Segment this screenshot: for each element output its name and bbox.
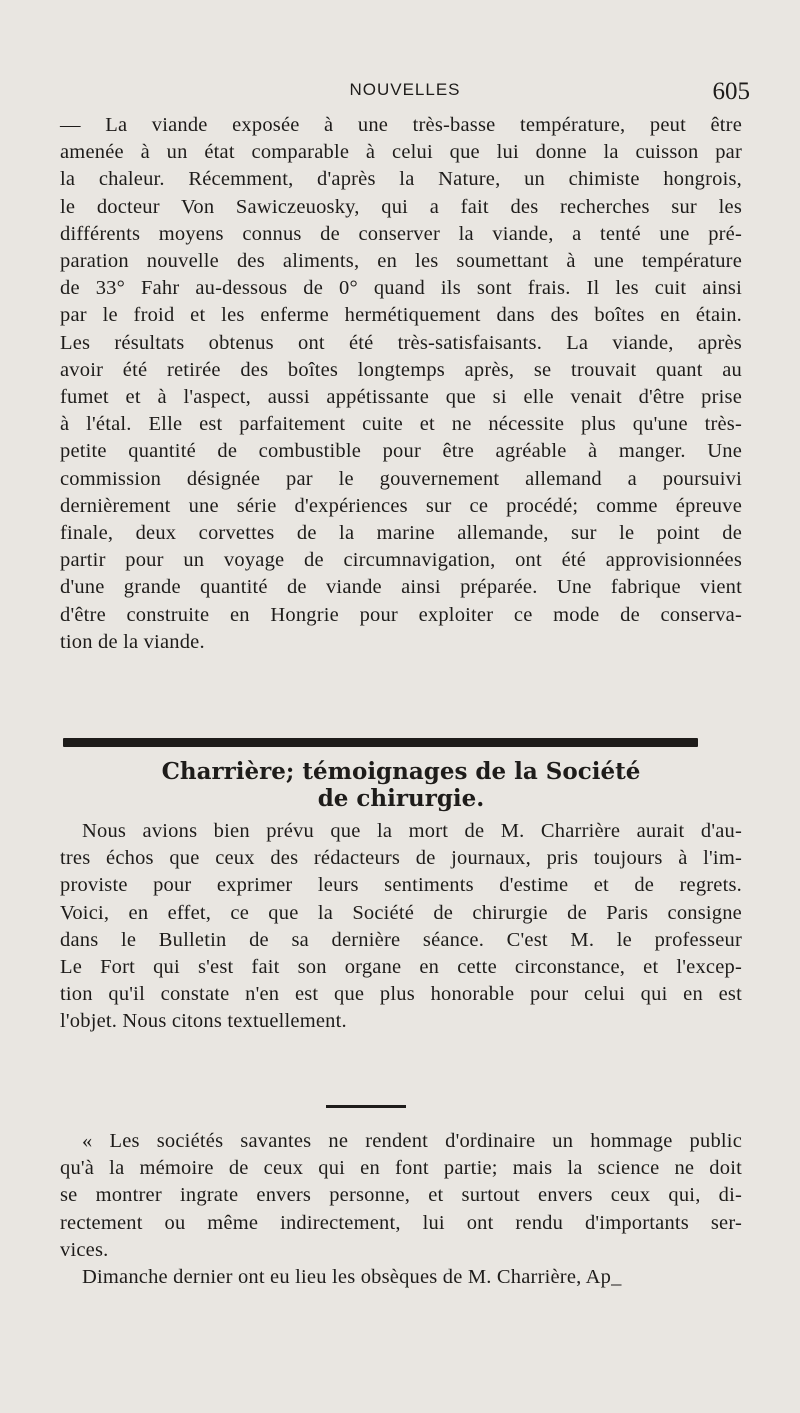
text-line: par le froid et les enferme hermétiquement dans des boîtes en étain. [60,304,742,327]
text-line: finale, deux corvettes de la marine allemande, sur le point de [60,522,742,545]
text-line: à l'étal. Elle est parfaitement cuite et ne nécessite plus qu'une très- [60,413,742,436]
text-line: l'objet. Nous citons textuellement. [60,1010,347,1033]
text-line: la chaleur. Récemment, d'après la Nature, un chimiste hongrois, [60,168,742,191]
text-line: se montrer ingrate envers personne, et surtout envers ceux qui, di- [60,1184,742,1207]
text-line: dans le Bulletin de sa dernière séance. C'est M. le professeur [60,928,742,951]
text-line: fumet et à l'aspect, aussi appétissante que si elle venait d'être prise [60,386,742,409]
text-line: de 33° Fahr au-dessous de 0° quand ils sont frais. Il les cuit ainsi [60,277,742,300]
running-head [60,78,750,108]
text-line: dernièrement une série d'expériences sur ce procédé; comme épreuve [60,494,742,517]
article-charriere-quote [60,1128,742,1291]
text-line: tres échos que ceux des rédacteurs de journaux, pris toujours à l'im- [60,847,742,870]
article-charriere-intro [60,818,742,1036]
text-line: Dimanche dernier ont eu lieu les obsèques de M. Charrière, Ap_ [82,1266,622,1289]
short-divider [326,1105,406,1108]
text-line: tion qu'il constate n'en est que plus honorable pour celui qui en est [60,983,742,1006]
text-line: vices. [60,1238,109,1261]
text-line: rectement ou même indirectement, lui ont rendu d'importants ser- [60,1211,742,1234]
text-line: paration nouvelle des aliments, en les soumettant à une température [60,250,742,273]
text-line: Voici, en effet, ce que la Société de chirurgie de Paris consigne [60,901,742,924]
text-line: tion de la viande. [60,630,205,653]
text-line: d'une grande quantité de viande ainsi préparée. Une fabrique vient [60,576,742,599]
text-line: partir pour un voyage de circumnavigation, ont été approvisionnées [60,549,742,572]
article-meat-preservation [60,112,742,656]
text-line: Le Fort qui s'est fait son organe en cette circonstance, et l'excep- [60,956,742,979]
heading-line: de chirurgie. [317,785,485,812]
text-line: qu'à la mémoire de ceux qui en font partie; mais la science ne doit [60,1157,742,1180]
text-line: « Les sociétés savantes ne rendent d'ordinaire un hommage public [82,1130,742,1152]
text-line: petite quantité de combustible pour être agréable à manger. Une [60,440,742,463]
text-line: Nous avions bien prévu que la mort de M. Charrière aurait d'au- [82,820,742,842]
text-line: d'être construite en Hongrie pour exploiter ce mode de conserva- [60,603,742,626]
text-line: commission désignée par le gouvernement allemand a poursuivi [60,467,742,490]
text-line: proviste pour exprimer leurs sentiments d'estime et de regrets. [60,874,742,897]
section-divider [63,738,698,747]
article-heading [60,758,742,812]
text-line: différents moyens connus de conserver la viande, a tenté une pré- [60,222,742,245]
section-title: NOUVELLES [349,80,461,99]
heading-line: Charrière; témoignages de la Société [161,758,641,785]
text-line: — La viande exposée à une très-basse température, peut être [60,114,742,136]
text-line: avoir été retirée des boîtes longtemps après, se trouvait quant au [60,358,742,381]
text-line: amenée à un état comparable à celui que lui donne la cuisson par [60,141,742,164]
page-number: 605 [712,78,750,105]
text-line: le docteur Von Sawiczeuosky, qui a fait des recherches sur les [60,195,742,218]
text-line: Les résultats obtenus ont été très-satisfaisants. La viande, après [60,331,742,354]
